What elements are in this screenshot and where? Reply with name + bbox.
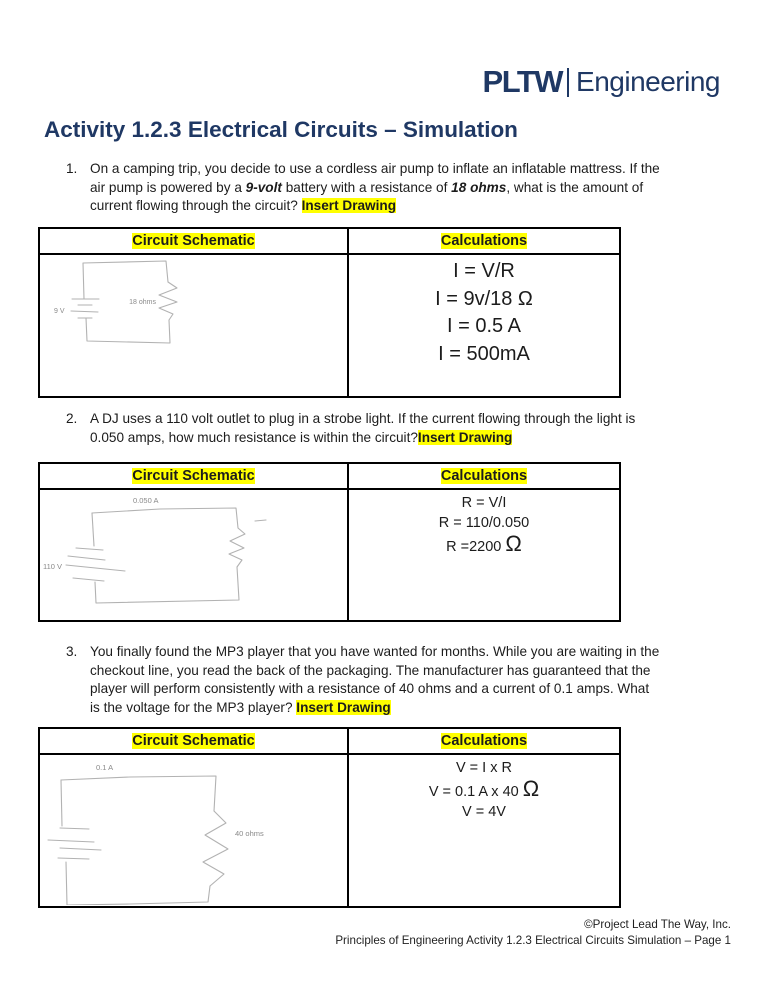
table-1-calculations-cell — [349, 255, 619, 396]
table-1 — [38, 227, 621, 398]
insert-drawing-highlight-3: Insert Drawing — [296, 699, 391, 715]
voltage-label: 110 V — [43, 562, 63, 571]
question-1-line3: current flowing through the circuit? Insert Drawing — [90, 198, 396, 213]
wire-loop — [92, 508, 238, 528]
question-1-line1: On a camping trip, you decide to use a cordless air pump to inflate an inflatable mattress. If the — [90, 161, 660, 176]
resistor-symbol — [203, 811, 228, 886]
table-1-schematic-cell — [40, 255, 349, 396]
resistor-symbol — [229, 528, 245, 567]
calc-line: I = 0.5 A — [447, 315, 521, 337]
resistor-symbol — [159, 282, 177, 320]
table-1-header-calculations: Calculations — [349, 229, 619, 255]
pltw-engineering-logo — [483, 64, 720, 100]
table-3-header-schematic: Circuit Schematic — [40, 729, 349, 755]
question-2 — [66, 410, 756, 447]
battery-symbol — [60, 828, 89, 829]
question-1 — [66, 160, 756, 216]
table-3-schematic-cell — [40, 755, 349, 906]
question-1-text — [90, 160, 660, 216]
circuit-schematic-3 — [40, 755, 347, 905]
table-2 — [38, 462, 621, 622]
circuit-schematic-1 — [40, 255, 347, 394]
current-label: 0.1 A — [96, 763, 114, 772]
table-3-calculations-cell — [349, 755, 619, 906]
table-3-header-calculations: Calculations — [349, 729, 619, 755]
question-2-number: 2. — [66, 411, 78, 426]
current-label: 0.050 A — [133, 496, 159, 505]
table-3 — [38, 727, 621, 908]
battery-symbol — [58, 858, 89, 859]
table-2-header-schematic: Circuit Schematic — [40, 464, 349, 490]
battery-symbol — [73, 578, 104, 581]
question-2-line2: 0.050 amps, how much resistance is within the circuit?Insert Drawing — [90, 429, 513, 445]
calc-line: V = 4V — [462, 804, 506, 820]
insert-drawing-highlight-2: Insert Drawing — [417, 429, 513, 445]
insert-drawing-highlight-1: Insert Drawing — [301, 198, 396, 213]
question-2-line1: A DJ uses a 110 volt outlet to plug in a strobe light. If the current flowing through the light is — [90, 411, 636, 426]
question-3-text — [90, 643, 659, 717]
page-footer — [335, 917, 731, 948]
calc-line: R = 110/0.050 — [438, 515, 530, 531]
calc-line: I = 500mA — [438, 342, 530, 365]
resistor-label: 18 ohms — [129, 299, 156, 306]
wire-loop — [95, 567, 239, 603]
battery-symbol — [66, 565, 125, 571]
omega-symbol: Ω — [522, 776, 540, 801]
footer-document-info: Principles of Engineering Activity 1.2.3 Electrical Circuits Simulation – Page 1 — [335, 933, 731, 947]
wire-loop — [61, 776, 216, 811]
omega-symbol: Ω — [505, 531, 522, 556]
question-3 — [66, 643, 756, 717]
logo-divider — [567, 68, 569, 97]
wire-loop — [86, 318, 170, 343]
wire-loop — [83, 261, 168, 299]
stray-mark — [255, 520, 266, 521]
calc-line: R = V/I — [461, 495, 507, 511]
question-3-line4: is the voltage for the MP3 player? Insert Drawing — [90, 699, 391, 715]
calc-line: R =2200 Ω — [446, 531, 522, 556]
wire-loop — [61, 780, 62, 826]
battery-symbol — [60, 848, 101, 850]
logo-brand-text: PLTW — [482, 64, 563, 99]
table-2-schematic-cell — [40, 490, 349, 620]
question-3-line2: checkout line, you read the back of the packaging. The manufacturer has guaranteed that the — [90, 662, 651, 678]
table-2-calculations-cell — [349, 490, 619, 620]
resistor-label: 40 ohms — [235, 829, 264, 838]
question-1-number: 1. — [66, 161, 78, 176]
battery-symbol — [76, 548, 103, 550]
voltage-label: 9 V — [54, 308, 65, 315]
page-title: Activity 1.2.3 Electrical Circuits – Simulation — [44, 117, 518, 142]
logo-division-text: Engineering — [576, 66, 720, 97]
wire-loop — [92, 513, 94, 546]
table-1-header-schematic: Circuit Schematic — [40, 229, 349, 255]
battery-symbol — [68, 556, 105, 560]
battery-symbol — [48, 840, 94, 842]
wire-loop — [66, 862, 210, 905]
calc-line: V = 0.1 A x 40 Ω — [428, 776, 540, 801]
question-3-number: 3. — [66, 644, 78, 659]
question-3-line3: player will perform consistently with a resistance of 40 ohms and a current of 0.1 amps. What — [90, 681, 650, 696]
calc-line: V = I x R — [455, 760, 512, 776]
footer-copyright: ©Project Lead The Way, Inc. — [584, 918, 731, 931]
calc-line: I = 9v/18 Ω — [435, 287, 533, 310]
question-2-text — [90, 410, 635, 447]
question-3-line1: You finally found the MP3 player that you have wanted for months. While you are waiting in the — [90, 644, 660, 659]
calc-line: I = V/R — [453, 260, 515, 282]
circuit-schematic-2 — [40, 490, 347, 618]
battery-symbol — [71, 311, 98, 312]
question-1-line2: air pump is powered by a 9-volt battery with a resistance of 18 ohms, what is the amount of — [90, 179, 644, 195]
table-2-header-calculations: Calculations — [349, 464, 619, 490]
